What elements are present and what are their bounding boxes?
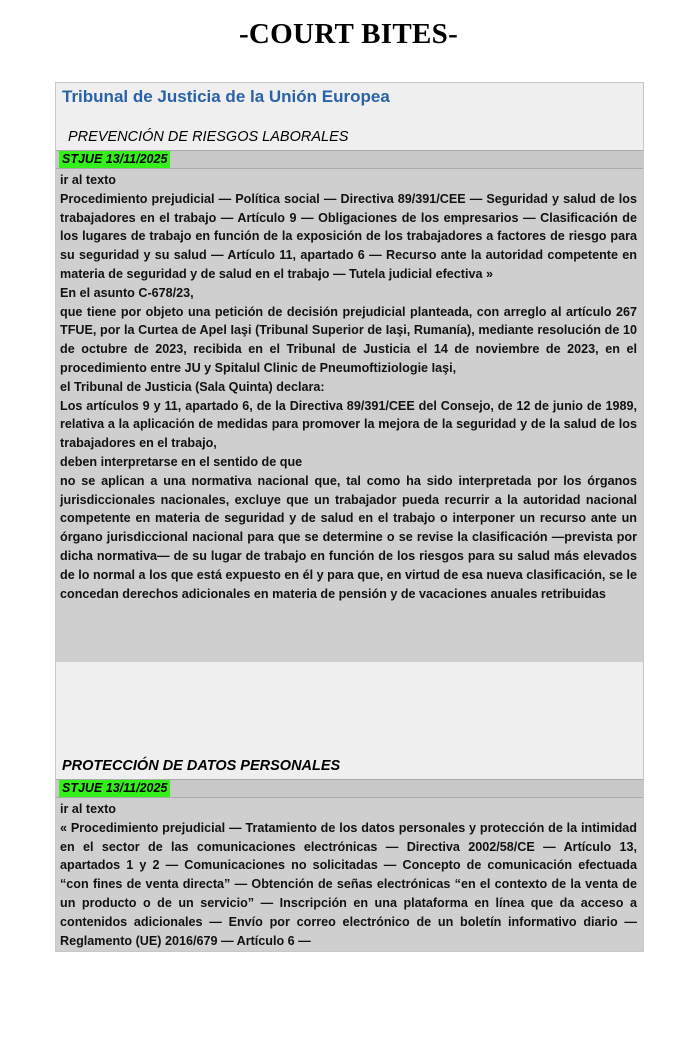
- go-to-text-link[interactable]: ir al texto: [60, 802, 116, 816]
- summary-paragraph: deben interpretarse en el sentido de que: [60, 454, 303, 469]
- section-proteccion-datos: [55, 662, 644, 952]
- page-header-title: -COURT BITES-: [238, 18, 459, 50]
- court-name: Tribunal de Justicia de la Unión Europea: [62, 87, 390, 106]
- section-title: PROTECCIÓN DE DATOS PERSONALES: [62, 758, 341, 774]
- go-to-text-link[interactable]: ir al texto: [60, 173, 116, 187]
- section-title: PREVENCIÓN DE RIESGOS LABORALES: [68, 129, 349, 145]
- summary-paragraph: el Tribunal de Justicia (Sala Quinta) declara:: [60, 379, 325, 394]
- judgment-tag: STJUE 13/11/2025: [59, 151, 170, 168]
- judgment-row: [56, 779, 643, 798]
- judgment-tag: STJUE 13/11/2025: [59, 780, 170, 797]
- summary-paragraph: que tiene por objeto una petición de decisión prejudicial planteada, con arreglo al artículo 267 TFUE, por la Curtea de Apel Iaşi (Tribunal Superior de Iaşi, Rumanía), mediante resolución de 10 de octubre de 2023, recibida en el Tribunal de Justicia el 14 de noviembre de 2023, en el procedimiento entre JU y Spitalul Clinic de Pneumoftiziologie Iaşi,: [60, 304, 637, 375]
- section-prevencion: [55, 82, 644, 662]
- judgment-summary: [56, 798, 643, 951]
- summary-paragraph: Procedimiento prejudicial — Política social — Directiva 89/391/CEE — Seguridad y salud de los trabajadores en el trabajo — Artículo 9 — Obligaciones de los empresarios — Clasificación de los lugares de trabajo en función de la exposición de los trabajadores a factores de riesgo para su seguridad y su salud — Artículo 11, apartado 6 — Recurso ante la autoridad competente en materia de seguridad y de salud en el trabajo — Tutela judicial efectiva »: [60, 191, 637, 281]
- summary-paragraph: « Procedimiento prejudicial — Tratamiento de los datos personales y protección de la intimidad en el sector de las comunicaciones electrónicas — Directiva 2002/58/CE — Artículo 13, apartados 1 y 2 — Comunicaciones no solicitadas — Concepto de comunicación efectuada “con fines de venta directa” — Obtención de señas electrónicas “en el contexto de la venta de un producto o de un servicio” — Inscripción en una plataforma en línea que da acceso a contenidos adicionales — Envío por correo electrónico de un boletín informativo diario — Reglamento (UE) 2016/679 — Artículo 6 —: [60, 820, 637, 948]
- summary-paragraph: Los artículos 9 y 11, apartado 6, de la Directiva 89/391/CEE del Consejo, de 12 de junio de 1989, relativa a la aplicación de medidas para promover la mejora de la seguridad y de la salud de los trabajadores en el trabajo,: [60, 398, 637, 451]
- judgment-row: [56, 150, 643, 169]
- summary-paragraph: En el asunto C-678/23,: [60, 285, 194, 300]
- judgment-summary: [56, 169, 643, 662]
- summary-paragraph: no se aplican a una normativa nacional que, tal como ha sido interpretada por los órganos jurisdiccionales nacionales, excluye que un trabajador pueda recurrir a la autoridad nacional competente en materia de seguridad y de salud en el trabajo o interponer un recurso ante un órgano jurisdiccional nacional para que se determine o se revise la clasificación —prevista por dicha normativa— de su lugar de trabajo en función de los riesgos para su salud más elevados de lo normal a los que está expuesto en él y para que, en virtud de esa nueva clasificación, se le concedan derechos adicionales en materia de pensión y de vacaciones anuales retribuidas: [60, 473, 637, 601]
